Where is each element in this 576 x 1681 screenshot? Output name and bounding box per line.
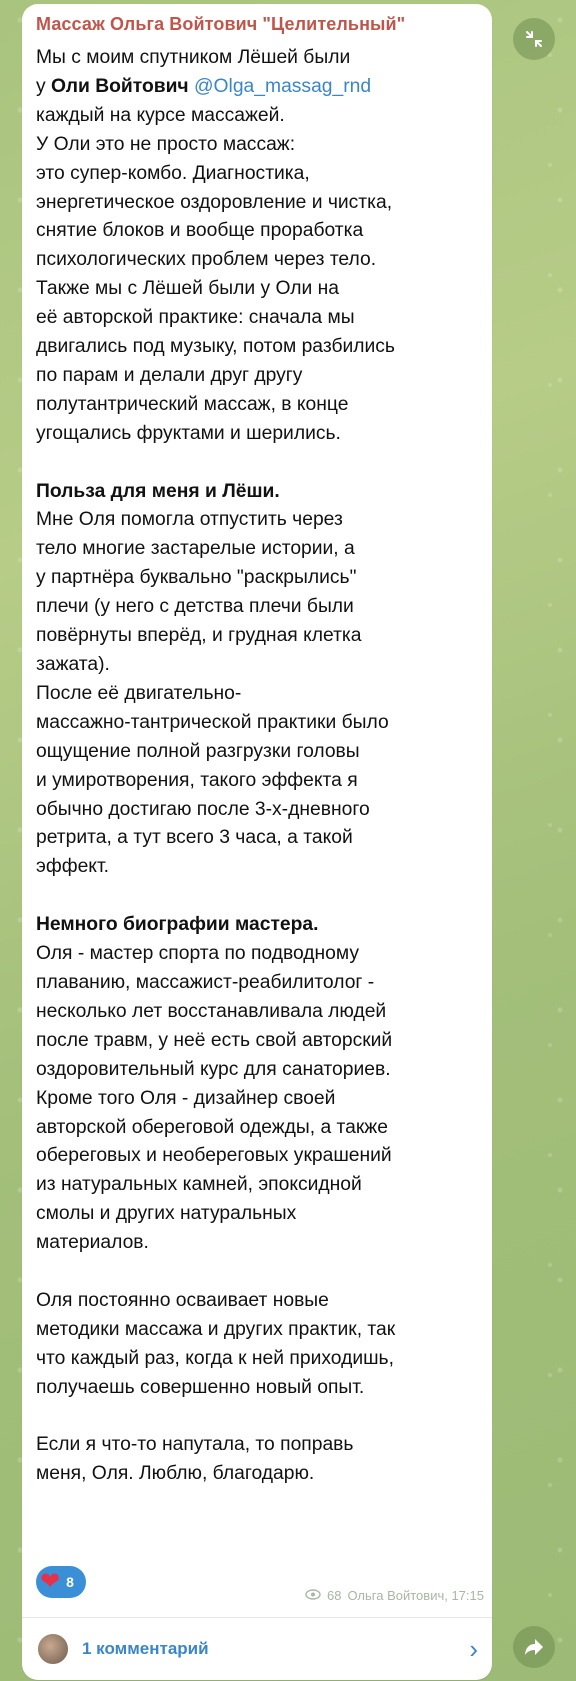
paragraph-gap [36, 1258, 488, 1287]
text-line: несколько лет восстанавливала людей [36, 1000, 387, 1022]
text-line: Мы с моим спутником Лёшей были [36, 47, 351, 68]
text-line: что каждый раз, когда к ней приходишь, [36, 1347, 394, 1369]
comments-label: 1 комментарий [82, 1639, 209, 1658]
text-line: обычно достигаю после 3-х-дневного [36, 798, 370, 820]
text-line: обереговых и необереговых украшений [36, 1145, 392, 1167]
text-line: плечи (у него с детства плечи были [36, 596, 354, 618]
text-fragment: у [36, 75, 51, 97]
text-line: После её двигательно- [36, 682, 242, 704]
text-line: психологических проблем через тело. [36, 249, 377, 271]
collapse-button[interactable] [513, 18, 555, 60]
text-line: её авторской практике: сначала мы [36, 307, 355, 329]
text-line: эффект. [36, 856, 109, 878]
text-line: по парам и делали друг другу [36, 364, 303, 386]
text-line: каждый на курсе массажей. [36, 104, 285, 126]
text-line: методики массажа и других практик, так [36, 1318, 396, 1340]
chevron-right-icon: › [469, 1633, 478, 1664]
text-line: авторской обереговой одежды, а также [36, 1116, 388, 1138]
reaction-chip[interactable] [36, 1566, 86, 1598]
text-line: У Оли это не просто массаж: [36, 133, 296, 155]
message-meta [305, 1587, 484, 1603]
text-line [36, 73, 488, 102]
mention-link[interactable]: @Olga_massag_rnd [193, 75, 372, 97]
text-line: материалов. [36, 1232, 149, 1254]
text-line: получаешь совершенно новый опыт. [36, 1376, 365, 1398]
paragraph-gap [36, 449, 488, 478]
text-line: массажно-тантрической практики было [36, 711, 389, 733]
text-line: Оля - мастер спорта по подводному [36, 943, 360, 965]
text-line: смолы и других натуральных [36, 1203, 297, 1225]
reaction-count: 8 [66, 1574, 74, 1590]
heart-icon: ❤ [40, 1568, 61, 1595]
message-text [36, 44, 488, 1489]
comments-row[interactable] [36, 1627, 486, 1671]
heading-text: Немного биографии мастера. [36, 914, 319, 936]
section-heading [36, 911, 488, 940]
divider [22, 1617, 492, 1618]
text-line: Также мы с Лёшей были у Оли на [36, 278, 340, 300]
text-line: из натуральных камней, эпоксидной [36, 1174, 362, 1196]
view-count: 68 [327, 1587, 342, 1603]
text-line: угощались фруктами и шерились. [36, 422, 341, 444]
author-time: Ольга Войтович, 17:15 [347, 1587, 484, 1603]
text-line: Кроме того Оля - дизайнер своей [36, 1087, 336, 1109]
paragraph-gap [36, 1403, 488, 1432]
text-line: ощущение полной разгрузки головы [36, 740, 360, 762]
eye-icon [305, 1587, 321, 1603]
text-line: Оля постоянно осваивает новые [36, 1289, 329, 1311]
text-line: тело многие застарелые истории, а [36, 538, 355, 560]
text-line: энергетическое оздоровление и чистка, [36, 191, 393, 213]
heading-text: Польза для меня и Лёши. [36, 480, 280, 502]
message-sender[interactable]: Массаж Ольга Войтович "Целительный" [36, 14, 406, 34]
bold-name: Оли Войтович [51, 75, 189, 97]
collapse-icon [524, 29, 544, 49]
paragraph-gap [36, 882, 488, 911]
forward-button[interactable] [513, 1626, 555, 1668]
avatar [36, 1632, 70, 1666]
text-line: плаванию, массажист-реабилитолог - [36, 971, 375, 993]
text-line: повёрнуты вперёд, и грудная клетка [36, 625, 362, 647]
text-line: оздоровительный курс для санаториев. [36, 1058, 391, 1080]
text-line: снятие блоков и вообще проработка [36, 220, 364, 242]
text-line: зажата). [36, 654, 110, 676]
section-heading [36, 478, 488, 507]
text-line: у партнёра буквально "раскрылись" [36, 567, 357, 589]
forward-icon [524, 1638, 544, 1656]
text-line: после травм, у неё есть свой авторский [36, 1029, 393, 1051]
text-line: меня, Оля. Люблю, благодарю. [36, 1463, 315, 1485]
text-line: Мне Оля помогла отпустить через [36, 509, 343, 531]
text-line: Если я что-то напутала, то поправь [36, 1434, 354, 1456]
text-line: это супер-комбо. Диагностика, [36, 162, 310, 184]
text-line: ретрита, а тут всего 3 часа, а такой [36, 827, 353, 849]
text-line: и умиротворения, такого эффекта я [36, 769, 358, 791]
text-line: двигались под музыку, потом разбились [36, 336, 395, 358]
text-line: полутантрический массаж, в конце [36, 393, 349, 415]
